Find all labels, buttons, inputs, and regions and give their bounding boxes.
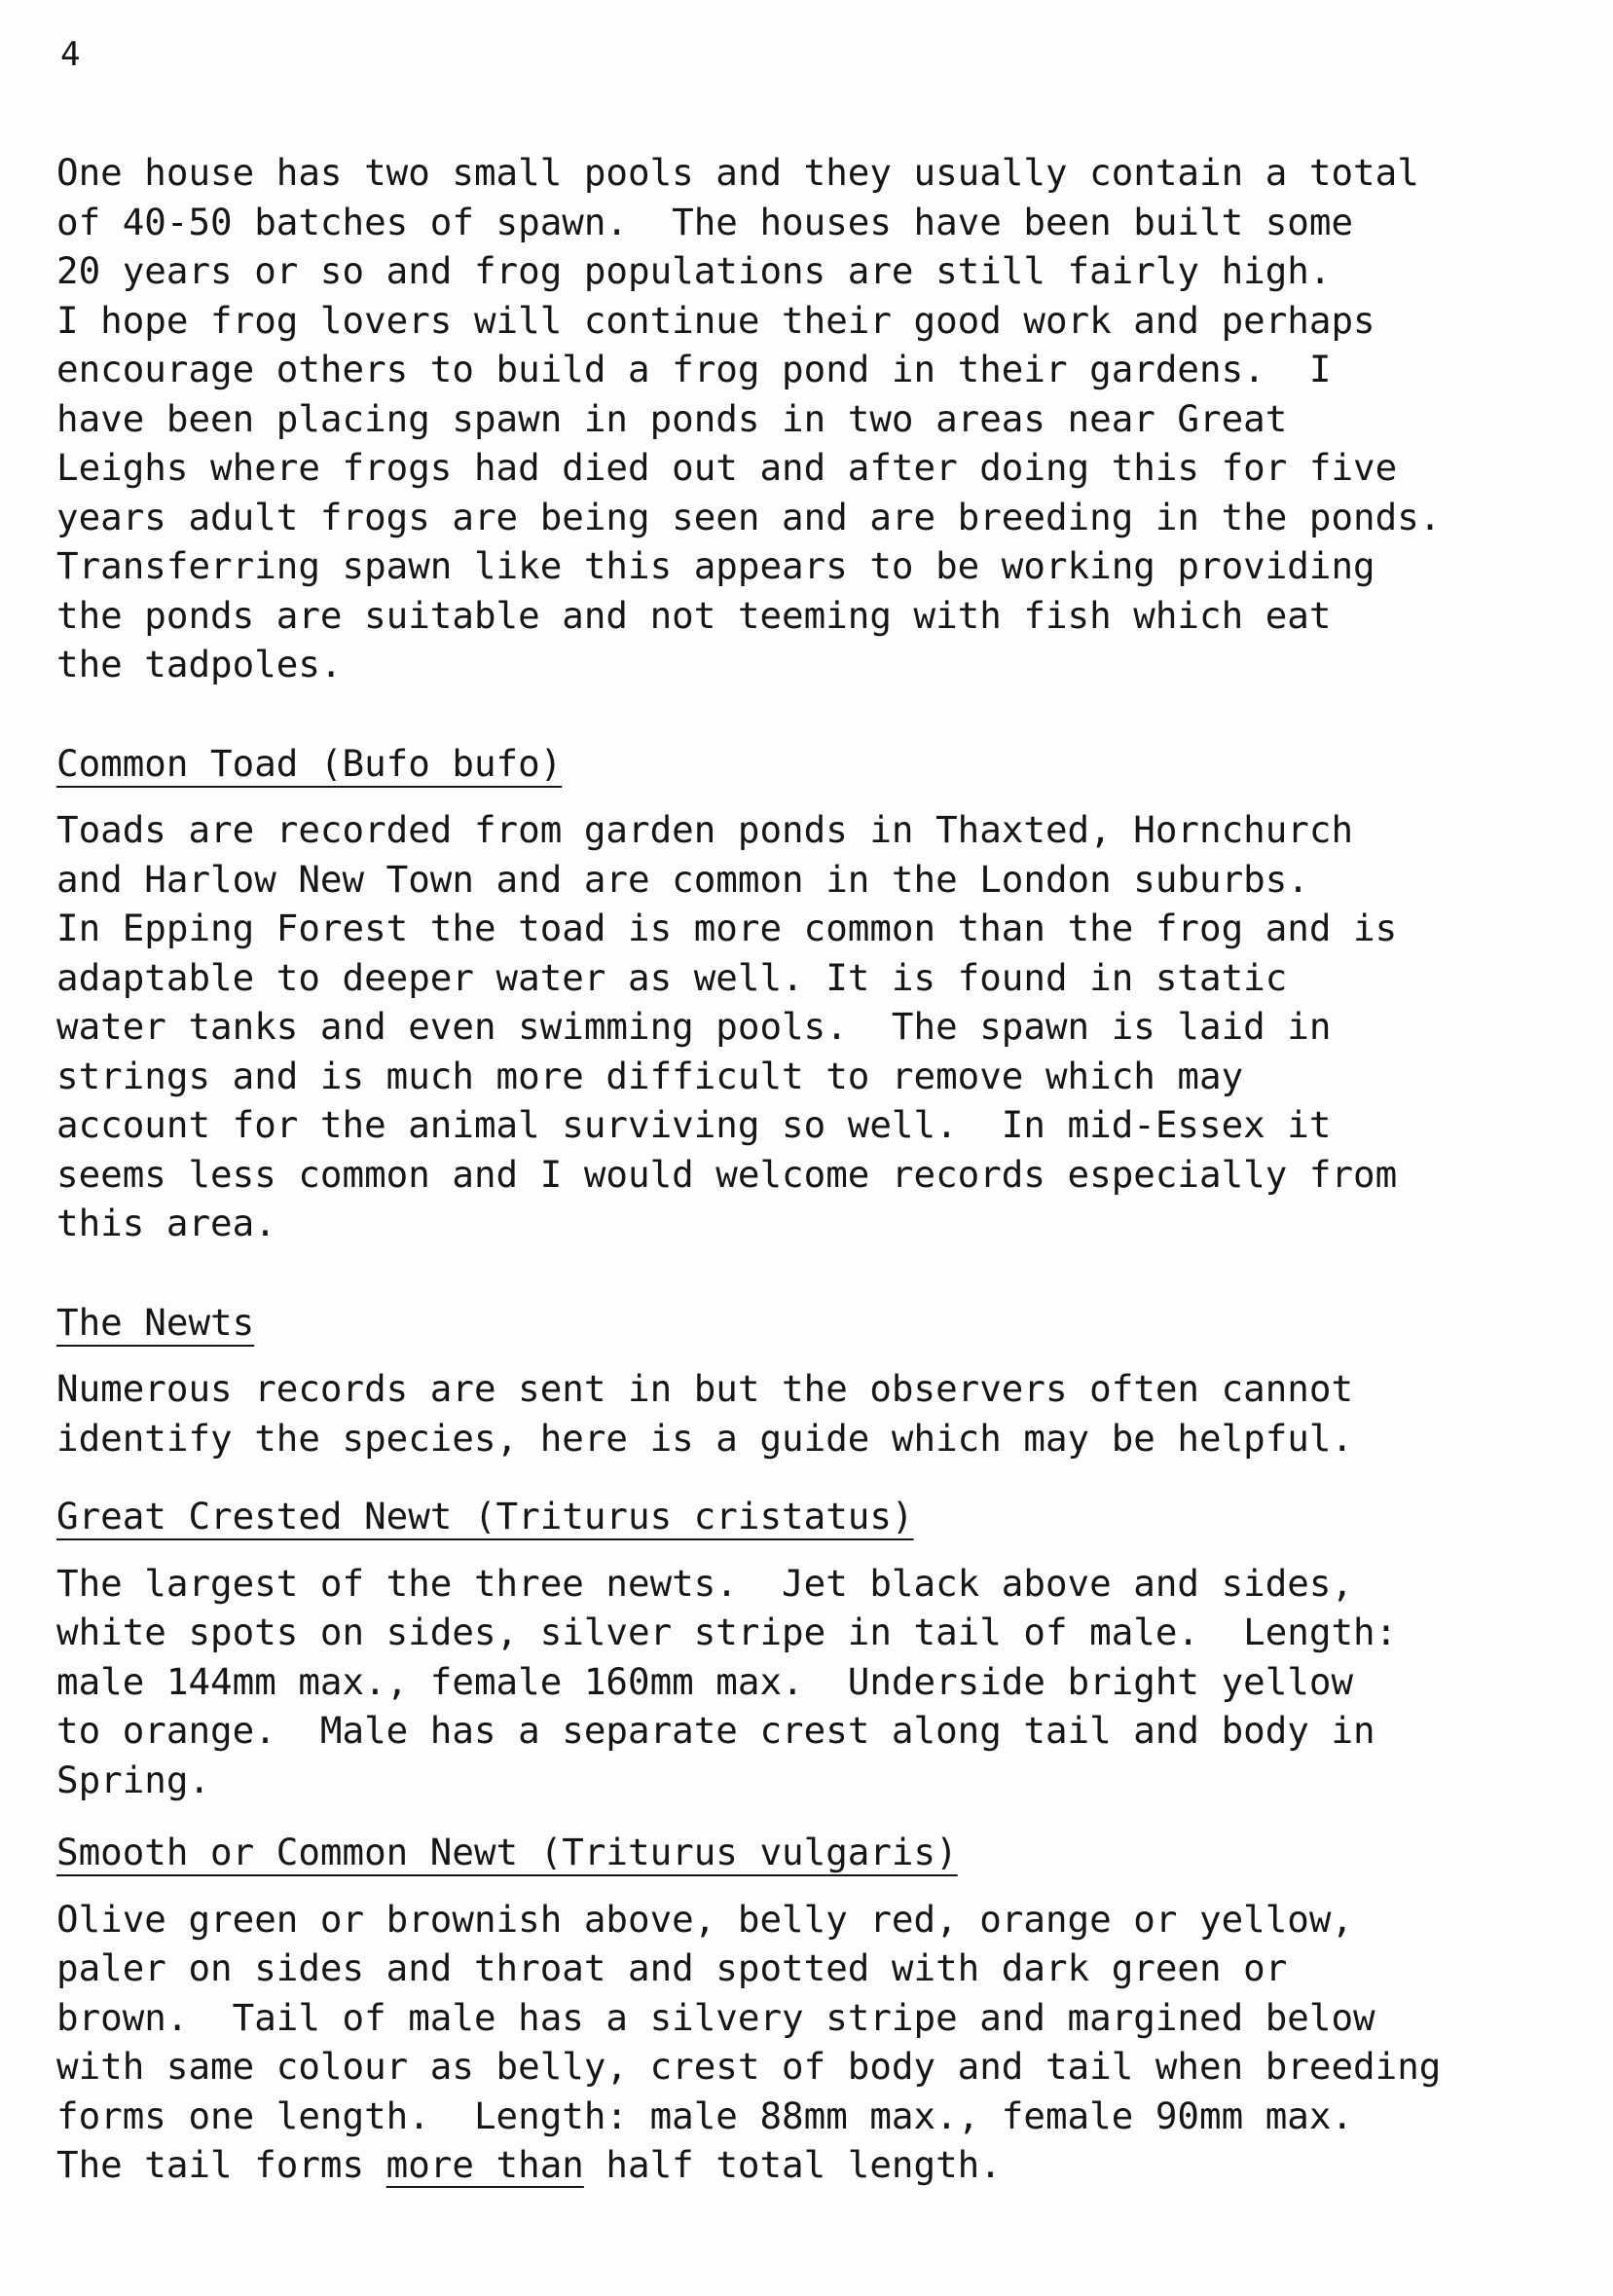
text-line: water tanks and even swimming pools. The spawn is laid in [56,1005,1332,1048]
text-line: forms one length. Length: male 88mm max., female 90mm max. [56,2093,1354,2137]
text-line: Numerous records are sent in but the observers often cannot [56,1367,1354,1410]
text-line: to orange. Male has a separate crest along tail and body in [56,1709,1375,1752]
text-line: account for the animal surviving so well. In mid-Essex it [56,1103,1332,1146]
final-line-end: half total length. [583,2143,1002,2186]
text-line: identify the species, here is a guide which may be helpful. [56,1416,1354,1460]
section-heading: Great Crested Newt (Triturus cristatus) [56,1495,914,1537]
text-line: years adult frogs are being seen and are breeding in the ponds. [56,495,1442,538]
section-common-toad [56,739,1595,1248]
text-line: Transferring spawn like this appears to be working providing [56,544,1375,587]
page-content [56,148,1595,2190]
text-line: brown. Tail of male has a silvery stripe and margined below [56,1995,1375,2039]
section-smooth-newt [56,1828,1595,2190]
text-line: male 144mm max., female 160mm max. Underside bright yellow [56,1659,1354,1703]
section-great-crested-newt [56,1492,1595,1804]
page-number: 4 [60,35,81,74]
text-line: In Epping Forest the toad is more common than the frog and is [56,907,1398,949]
text-line: seems less common and I would welcome records especially from [56,1152,1398,1196]
text-line: with same colour as belly, crest of body and tail when breeding [56,2045,1442,2088]
text-line: of 40-50 batches of spawn. The houses have been built some [56,200,1354,243]
final-line-start: The tail forms [56,2143,386,2186]
text-line: strings and is much more difficult to remove which may [56,1054,1244,1097]
section-heading: Common Toad (Bufo bufo) [56,741,563,785]
text-line: adaptable to deeper water as well. It is found in static [56,955,1288,999]
section-heading: The Newts [56,1300,255,1344]
text-line: I hope frog lovers will continue their good work and perhaps [56,298,1375,342]
text-line: and Harlow New Town and are common in the London suburbs. [56,857,1309,901]
intro-paragraph [56,148,1595,689]
section-the-newts [56,1298,1595,1463]
text-line: this area. [56,1202,276,1244]
text-line: Spring. [56,1758,211,1801]
text-line: paler on sides and throat and spotted with dark green or [56,1946,1288,1989]
text-line: 20 years or so and frog populations are still fairly high. [56,249,1332,292]
emphasis-underlined: more than [385,2143,584,2186]
text-line: The largest of the three newts. Jet black above and sides, [56,1561,1354,1605]
section-heading: Smooth or Common Newt (Triturus vulgaris) [56,1831,958,1873]
text-line: Leighs where frogs had died out and after doing this for five [56,446,1398,489]
text-line: the tadpoles. [56,643,343,685]
text-line: the ponds are suitable and not teeming with fish which eat [56,593,1332,637]
text-line: white spots on sides, silver stripe in tail of male. Length: [56,1611,1398,1653]
text-line: Toads are recorded from garden ponds in Thaxted, Hornchurch [56,808,1354,851]
text-line: have been placing spawn in ponds in two areas near Great [56,396,1288,440]
final-text-line [56,2140,1595,2190]
text-line: Olive green or brownish above, belly red, orange or yellow, [56,1897,1354,1941]
text-line: One house has two small pools and they usually contain a total [56,151,1419,194]
text-line: encourage others to build a frog pond in their gardens. I [56,348,1332,390]
